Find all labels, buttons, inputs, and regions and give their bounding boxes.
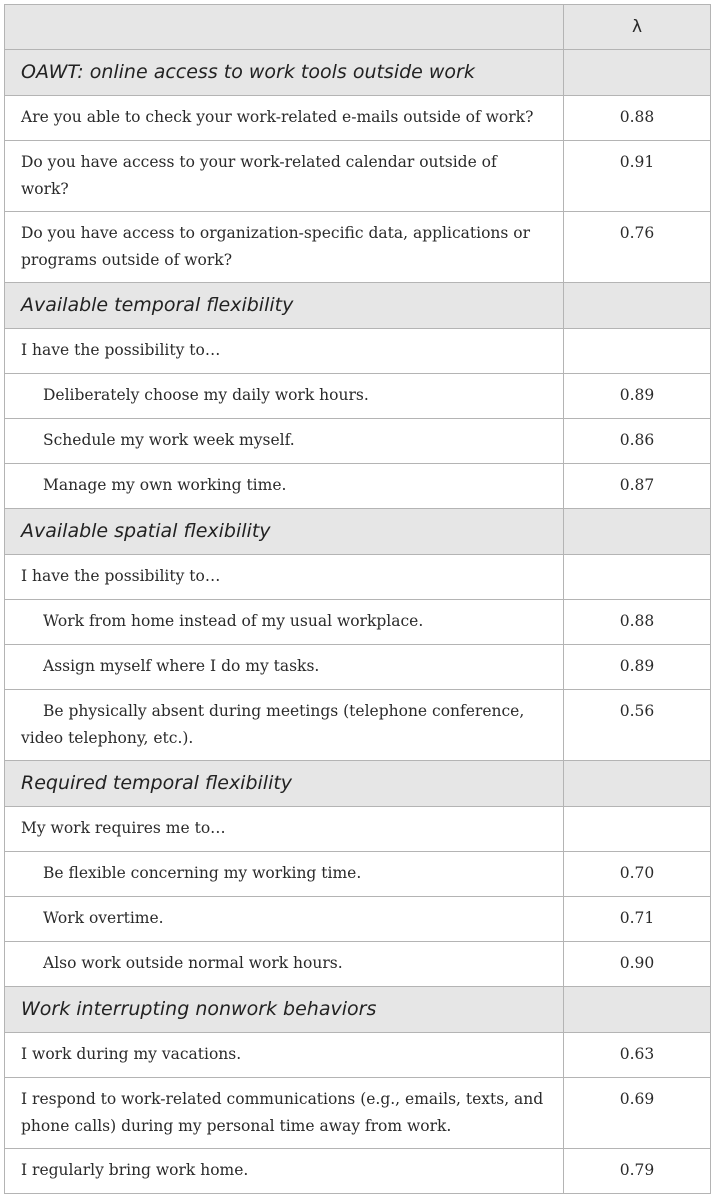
section-header-oawt [5,50,711,96]
item-text: Do you have access to organization-specific data, applications or programs outside of work? [5,212,564,283]
table-row [5,464,711,509]
table-row [5,645,711,690]
header-row [5,5,711,50]
table-row [5,96,711,141]
item-loading: 0.86 [564,419,711,464]
table-row [5,212,711,283]
item-text: I respond to work-related communications (e.g., emails, texts, and phone calls) during my personal time away from work. [5,1078,564,1149]
item-text: Deliberately choose my daily work hours. [5,374,564,419]
item-loading: 0.70 [564,852,711,897]
item-text: My work requires me to… [5,807,564,852]
section-value-empty [564,987,711,1033]
table-row [5,852,711,897]
table-row [5,1033,711,1078]
item-text-span: Be physically absent during meetings (telephone conference, video telephony, etc.). [21,702,525,747]
section-value-empty [564,761,711,807]
section-header-interrupting [5,987,711,1033]
header-item-cell [5,5,564,50]
table-row [5,600,711,645]
item-loading: 0.88 [564,96,711,141]
section-title: Work interrupting nonwork behaviors [5,987,564,1033]
item-loading: 0.79 [564,1149,711,1194]
item-text: Assign myself where I do my tasks. [5,645,564,690]
item-loading: 0.89 [564,374,711,419]
item-loading: 0.91 [564,141,711,212]
item-text: Schedule my work week myself. [5,419,564,464]
table-row [5,690,711,761]
section-header-spatial [5,509,711,555]
item-loading: 0.69 [564,1078,711,1149]
item-loading: 0.90 [564,942,711,987]
section-value-empty [564,509,711,555]
item-loading [564,555,711,600]
table-row [5,942,711,987]
section-title: Required temporal flexibility [5,761,564,807]
table-row [5,374,711,419]
item-text: Are you able to check your work-related e-mails outside of work? [5,96,564,141]
loadings-table [4,4,711,1194]
item-text: I regularly bring work home. [5,1149,564,1194]
item-text: I work during my vacations. [5,1033,564,1078]
table-row [5,419,711,464]
item-text: Manage my own working time. [5,464,564,509]
section-header-required [5,761,711,807]
table-row [5,807,711,852]
table-row [5,897,711,942]
item-loading [564,807,711,852]
table-row [5,141,711,212]
item-text: Work from home instead of my usual workplace. [5,600,564,645]
item-loading [564,329,711,374]
item-text: Also work outside normal work hours. [5,942,564,987]
header-lambda-cell: λ [564,5,711,50]
item-text: I have the possibility to… [5,555,564,600]
section-value-empty [564,50,711,96]
item-loading: 0.87 [564,464,711,509]
section-value-empty [564,283,711,329]
item-loading: 0.56 [564,690,711,761]
table-row [5,1149,711,1194]
item-loading: 0.63 [564,1033,711,1078]
table-row [5,555,711,600]
item-text [5,690,564,761]
section-title: Available temporal flexibility [5,283,564,329]
table-row [5,1078,711,1149]
item-text: Work overtime. [5,897,564,942]
section-header-temporal [5,283,711,329]
item-loading: 0.76 [564,212,711,283]
item-text: I have the possibility to… [5,329,564,374]
item-loading: 0.71 [564,897,711,942]
item-text: Do you have access to your work-related calendar outside of work? [5,141,564,212]
section-title: OAWT: online access to work tools outside work [5,50,564,96]
section-title: Available spatial flexibility [5,509,564,555]
table-row [5,329,711,374]
item-text: Be flexible concerning my working time. [5,852,564,897]
item-loading: 0.88 [564,600,711,645]
item-loading: 0.89 [564,645,711,690]
